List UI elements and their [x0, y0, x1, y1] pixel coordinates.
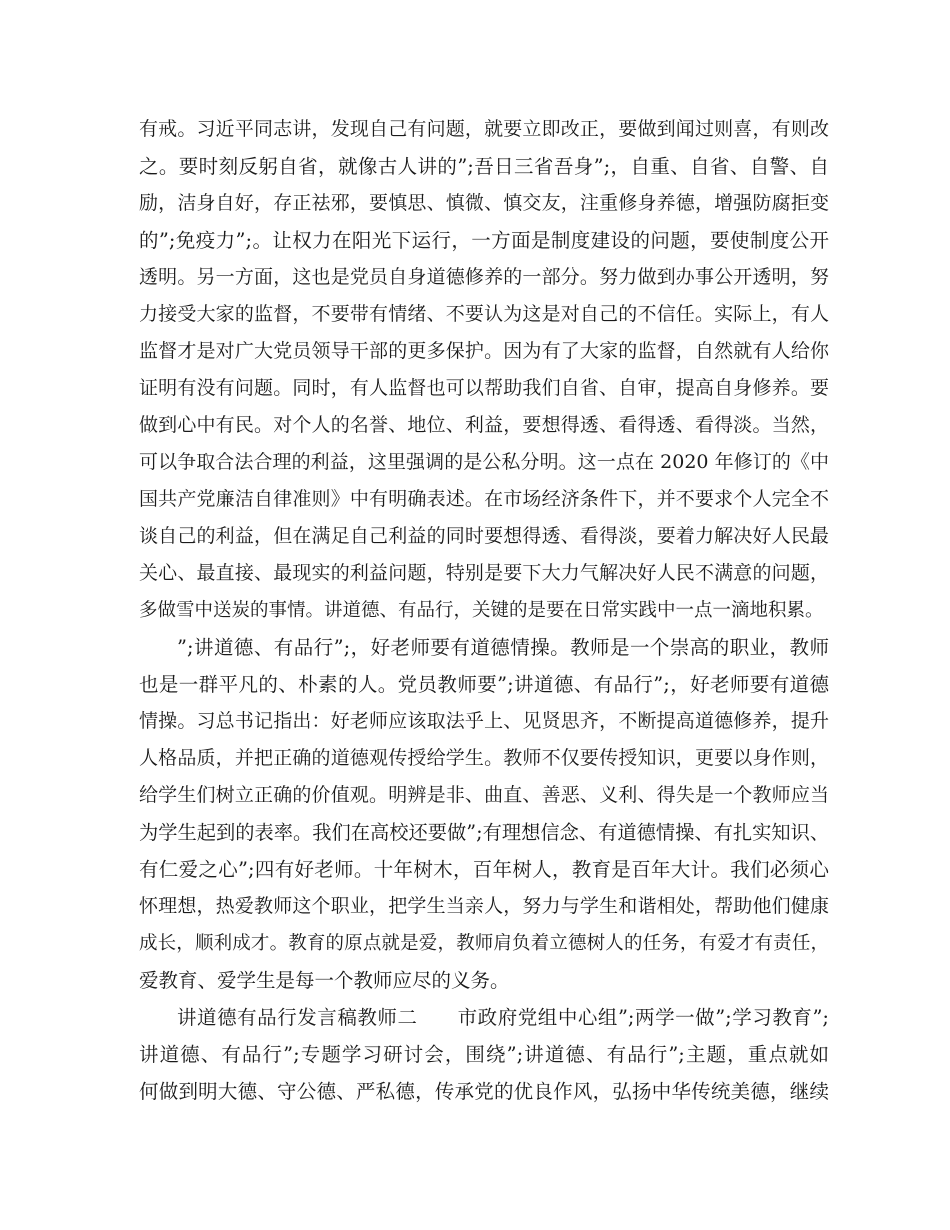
paragraph-end-line: 爱教育、爱学生是每一个教师应尽的义务。 [139, 969, 510, 992]
text-line: 怀理想，热爱教师这个职业，把学生当亲人，努力与学生和谐相处，帮助他们健康 [139, 895, 829, 917]
text-line: 讲道德、有品行”;专题学习研讨会，围绕”;讲道德、有品行”;主题，重点就如 [139, 1043, 829, 1066]
paragraph-end-line: 多做雪中送炭的事情。讲道德、有品行，关键的是要在日常实践中一点一滴地积累。 [139, 600, 824, 621]
text-line: 力接受大家的监督，不要带有情绪、不要认为这是对自己的不信任。实际上，有人 [139, 303, 829, 325]
text-line: 何做到明大德、守公德、严私德，传承党的优良作风，弘扬中华传统美德，继续 [139, 1080, 829, 1103]
text-line: 证明有没有问题。同时，有人监督也可以帮助我们自省、自审，提高自身修养。要 [139, 377, 829, 399]
text-line: 监督才是对广大党员领导干部的更多保护。因为有了大家的监督，自然就有人给你 [139, 340, 829, 362]
text-line: 情操。习总书记指出：好老师应该取法乎上、见贤思齐，不断提高道德修养，提升 [139, 710, 829, 732]
text-line: 可以争取合法合理的利益，这里强调的是公私分明。这一点在 2020 年修订的《中 [139, 451, 829, 473]
text-line: 之。要时刻反躬自省，就像古人讲的”;吾日三省吾身”;，自重、自省、自警、自 [139, 155, 829, 178]
text-line: 成长，顺利成才。教育的原点就是爱，教师肩负着立德树人的任务，有爱才有责任， [139, 933, 829, 954]
text-line: 的”;免疫力”;。让权力在阳光下运行，一方面是制度建设的问题，要使制度公开 [139, 229, 829, 252]
text-line: 人格品质，并把正确的道德观传授给学生。教师不仅要传授知识，更要以身作则， [139, 747, 829, 769]
text-line: 关心、最直接、最现实的利益问题，特别是要下大力气解决好人民不满意的问题， [139, 562, 829, 584]
text-line: 励，洁身自好，存正祛邪，要慎思、慎微、慎交友，注重修身养德，增强防腐拒变 [139, 192, 829, 214]
text-line: 做到心中有民。对个人的名誉、地位、利益，要想得透、看得透、看得淡。当然， [139, 414, 829, 436]
text-line: 透明。另一方面，这也是党员自身道德修养的一部分。努力做到办事公开透明，努 [139, 266, 829, 288]
text-line: 给学生们树立正确的价值观。明辨是非、曲直、善恶、义利、得失是一个教师应当 [139, 784, 829, 806]
text-line: 谈自己的利益，但在满足自己利益的同时要想得透、看得淡，要着力解决好人民最 [139, 525, 829, 547]
text-line: 为学生起到的表率。我们在高校还要做”;有理想信念、有道德情操、有扎实知识、 [139, 821, 830, 844]
text-line: 有戒。习近平同志讲，发现自己有问题，就要立即改正，要做到闻过则喜，有则改 [139, 118, 829, 140]
text-line: 也是一群平凡的、朴素的人。党员教师要”;讲道德、有品行”;，好老师要有道德 [139, 673, 829, 696]
text-line: 国共产党廉洁自律准则》中有明确表述。在市场经济条件下，并不要求个人完全不 [139, 488, 829, 510]
paragraph-start-line: ”;讲道德、有品行”;，好老师要有道德情操。教师是一个崇高的职业，教师 [177, 636, 829, 659]
text-line: 有仁爱之心”;四有好老师。十年树木，百年树人，教育是百年大计。我们必须心 [139, 858, 829, 881]
document-body [139, 111, 829, 1110]
paragraph-start-line: 讲道德有品行发言稿教师二 市政府党组中心组”;两学一做”;学习教育”; [177, 1006, 829, 1029]
